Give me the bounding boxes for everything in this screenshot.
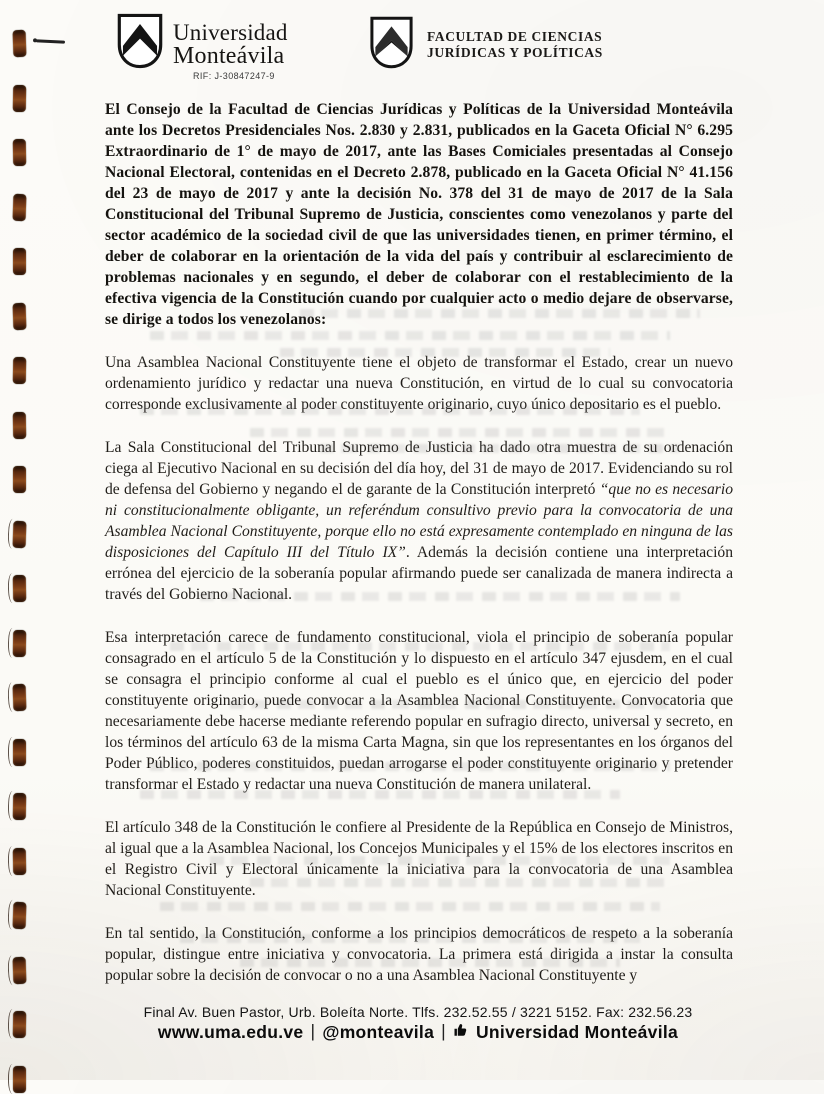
footer-separator: | [441,1021,446,1041]
binding-mark [13,248,26,275]
university-rif: RIF: J-30847247-9 [193,71,275,81]
binding-mark [13,193,27,220]
binding-mark [13,902,27,929]
binding-mark [13,411,26,438]
faculty-logo [366,16,603,74]
binding-mark [13,1066,26,1093]
binding-mark [13,357,26,384]
paragraph-sala-constitucional [105,437,733,605]
footer-facebook-name: Universidad Monteávila [475,1022,679,1042]
binding-mark [13,629,26,656]
paragraph-sala-quote: “que no es necesario ni constitucionalmente obligante, un referéndum consultivo previo para la convocatoria de una Asamblea Nacional Constituyente, porque ello no está expresamente contemplado en ninguna de las disposiciones del Capítulo III del Título IX” [105,481,733,561]
binding-mark [13,793,26,820]
binding-mark [13,30,27,57]
binding-mark [13,466,26,493]
document-body [105,99,733,1008]
faculty-name-line2: JURÍDICAS Y POLÍTICAS [427,44,603,60]
binding-mark [13,684,27,711]
binding-mark [13,739,26,766]
footer [6,1004,824,1043]
binding-mark [13,84,26,111]
binding-mark [13,302,27,329]
footer-separator: | [310,1021,316,1041]
paragraph-sala-part2: . Además la decisión contiene una interpretación errónea del ejercicio de la soberanía popular afirmando puede ser canalizada de manera indirecta a través del Gobierno Nacional. [105,544,734,603]
binding-mark [13,139,26,166]
university-name-line1: Universidad [173,20,288,45]
university-logo [113,13,288,81]
footer-address: Final Av. Buen Pastor, Urb. Boleíta Norte. Tlfs. 232.52.55 / 3221 5152. Fax: 232.56.23 [143,1004,693,1020]
faculty-name [427,29,603,60]
university-name [173,21,288,68]
binding-mark [13,575,26,602]
faculty-name-line1: FACULTAD DE CIENCIAS [427,29,603,44]
paragraph-constituyente-objeto: Una Asamblea Nacional Constituyente tiene el objeto de transformar el Estado, crear un nuevo ordenamiento jurídico y redactar una nueva Constitución, en virtud de lo cual su convocatoria corresponde exclusivamente al poder constituyente originario, cuyo único depositario es el pueblo. [105,354,733,413]
paragraph-sala-part1: La Sala Constitucional del Tribunal Supremo de Justicia ha dado otra muestra de su ordenación ciega al Ejecutivo Nacional en su decisión del día hoy, del 31 de mayo de 2017. Evidenciando su rol de defensa del Gobierno y negando el de garante de la Constitución interpretó [105,439,733,498]
facebook-like-icon [453,1022,469,1043]
pen-mark [36,39,65,43]
footer-web-line [6,1022,824,1043]
university-shield-icon [113,13,167,74]
faculty-shield-icon [366,16,417,74]
university-name-line2: Monteávila [173,43,285,69]
binding-mark [13,956,27,983]
binding-mark [13,847,26,874]
footer-social-handle: @monteavila [322,1022,435,1042]
binding-mark [13,520,27,547]
paragraph-interpretacion: Esa interpretación carece de fundamento constitucional, viola el principio de soberanía popular consagrado en el artículo 5 de la Constitución y lo dispuesto en el artículo 347 ejusdem, en el cual se consagra el principio conforme al cual el pueblo es el único que, en ejercicio del poder constituyente originario, puede convocar a la Asamblea Nacional Constituyente. Convocatoria que necesariamente debe hacerse mediante referendo popular en sufragio directo, universal y secreto, en los términos del artículo 63 de la misma Carta Magna, sin que los representantes en los órganos del Poder Público, poderes constituidos, puedan arrogarse el poder constituyente originario y pretender transformar el Estado y redactar una nueva Constitución de manera unilateral. [105,629,733,793]
footer-website: www.uma.edu.ve [157,1022,304,1042]
paragraph-intro: El Consejo de la Facultad de Ciencias Jurídicas y Políticas de la Universidad Monteávila ante los Decretos Presidenciales Nos. 2.830 y 2.831, publicados en la Gaceta Oficial N° 6.295 Extraordinario de 1° de mayo de 2017, ante las Bases Comiciales presentadas al Consejo Nacional Electoral, contenidas en el Decreto 2.878, publicado en la Gaceta Oficial N° 41.156 del 23 de mayo de 2017 y ante la decisión No. 378 del 31 de mayo de 2017 de la Sala Constitucional del Tribunal Supremo de Justicia, conscientes como venezolanos y parte del sector académico de la sociedad civil de que las universidades tienen, en primer término, el deber de colaborar en la orientación de la vida del país y contribuir al esclarecimiento de problemas nacionales y en segundo, el deber de colaborar con el restablecimiento de la efectiva vigencia de la Constitución cuando por cualquier acto o medio dejare de observarse, se dirige a todos los venezolanos: [105,101,733,328]
paragraph-articulo-348: El artículo 348 de la Constitución le confiere al Presidente de la República en Consejo de Ministros, al igual que a la Asamblea Nacional, los Concejos Municipales y el 15% de los electores inscritos en el Registro Civil y Electoral únicamente la iniciativa para la convocatoria de una Asamblea Nacional Constituyente. [105,819,733,899]
paragraph-en-tal-sentido: En tal sentido, la Constitución, conforme a los principios democráticos de respeto a la soberanía popular, distingue entre iniciativa y convocatoria. La primera está dirigida a instar la consulta popular sobre la decisión de convocar o no a una Asamblea Nacional Constituyente y [105,925,733,984]
